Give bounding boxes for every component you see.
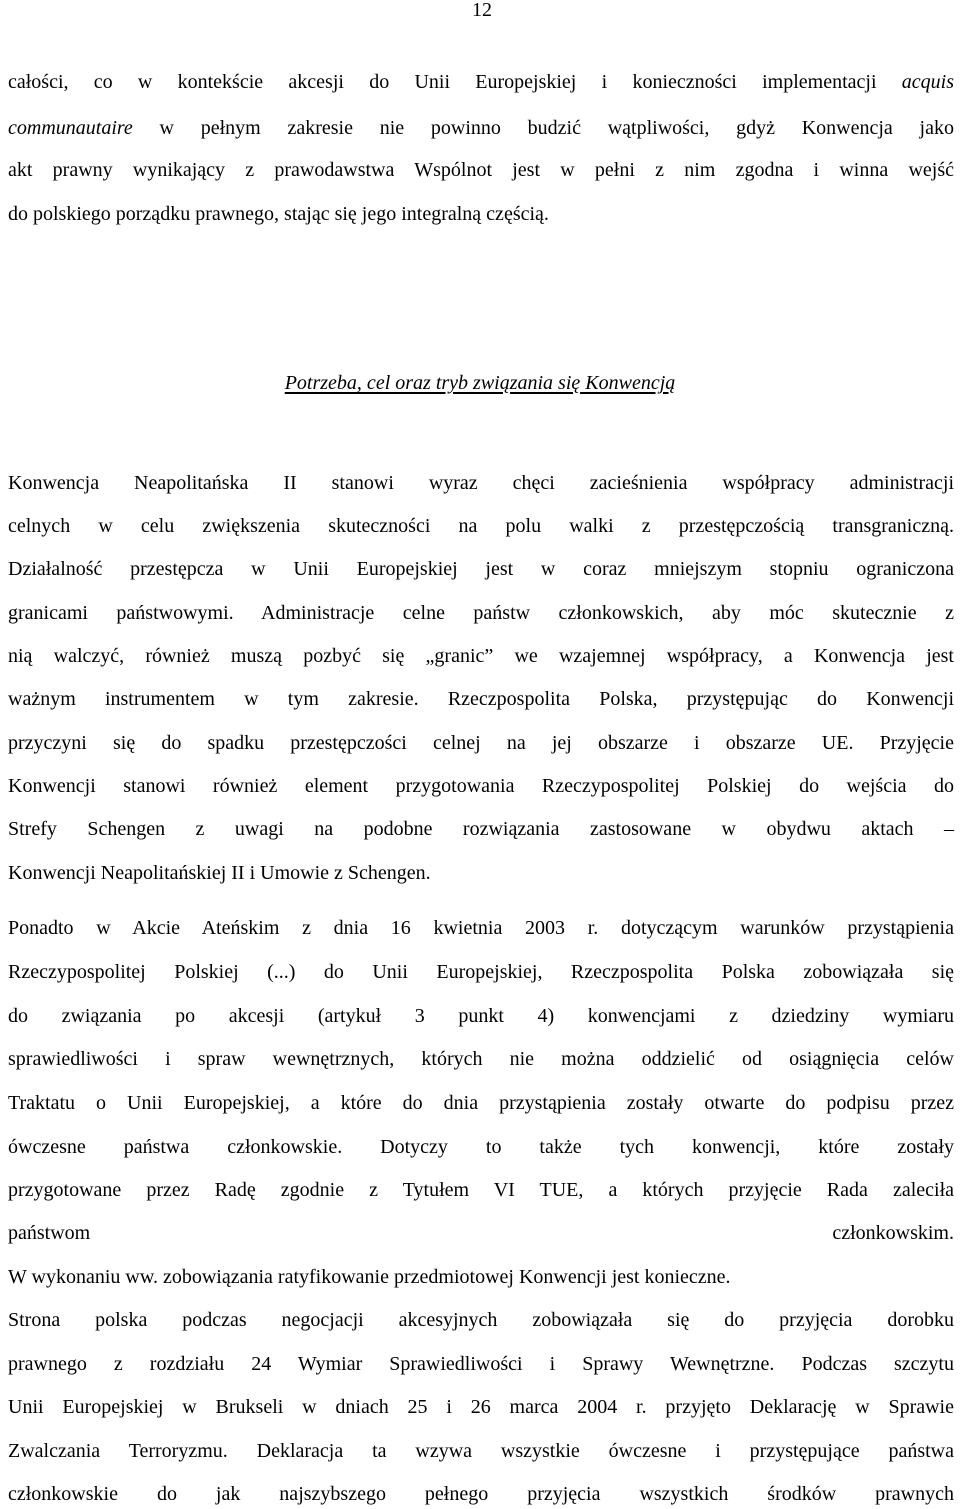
paragraph-2-line: Konwencji stanowi również element przygotowania Rzeczypospolitej Polskiej do wejścia do bbox=[8, 775, 954, 797]
paragraph-2-line: granicami państwowymi. Administracje celne państw członkowskich, aby móc skutecznie z bbox=[8, 602, 954, 624]
paragraph-3-line: prawnego z rozdziału 24 Wymiar Sprawiedliwości i Sprawy Wewnętrzne. Podczas szczytu bbox=[8, 1353, 954, 1375]
paragraph-3-line: W wykonaniu ww. zobowiązania ratyfikowanie przedmiotowej Konwencji jest konieczne. bbox=[8, 1266, 731, 1288]
paragraph-3-line: ówczesne państwa członkowskie. Dotyczy to także tych konwencji, które zostały bbox=[8, 1136, 954, 1158]
paragraph-2-line: Konwencja Neapolitańska II stanowi wyraz chęci zacieśnienia współpracy administracji bbox=[8, 472, 954, 494]
paragraph-3-line: Rzeczypospolitej Polskiej (...) do Unii Europejskiej, Rzeczpospolita Polska zobowiązała się bbox=[8, 961, 954, 983]
paragraph-3-line: Ponadto w Akcie Ateńskim z dnia 16 kwietnia 2003 r. dotyczącym warunków przystąpienia bbox=[8, 917, 954, 939]
page-number: 12 bbox=[472, 0, 492, 21]
paragraph-1-line-2 bbox=[8, 116, 954, 140]
paragraph-2-line: Konwencji Neapolitańskiej II i Umowie z Schengen. bbox=[8, 862, 431, 884]
paragraph-1-line-1 bbox=[8, 70, 954, 94]
latin-term-communautaire: communautaire bbox=[8, 117, 133, 139]
latin-term-acquis: acquis bbox=[901, 71, 954, 93]
paragraph-3-line: Strona polska podczas negocjacji akcesyjnych zobowiązała się do przyjęcia dorobku bbox=[8, 1309, 954, 1331]
paragraph-3-line: przygotowane przez Radę zgodnie z Tytułem VI TUE, a których przyjęcie Rada zaleciła bbox=[8, 1179, 954, 1201]
paragraph-2-line: celnych w celu zwiększenia skuteczności na polu walki z przestępczością transgraniczną. bbox=[8, 515, 954, 537]
paragraph-3-line: Zwalczania Terroryzmu. Deklaracja ta wzywa wszystkie ówczesne i przystępujące państwa bbox=[8, 1440, 954, 1462]
paragraph-2-line: nią walczyć, również muszą pozbyć się „granic” we wzajemnej współpracy, a Konwencja jest bbox=[8, 645, 954, 667]
paragraph-2-line: Działalność przestępcza w Unii Europejskiej jest w coraz mniejszym stopniu ograniczona bbox=[8, 558, 954, 580]
paragraph-1-line-1-text: całości, co w kontekście akcesji do Unii Europejskiej i konieczności implementacji bbox=[8, 71, 877, 93]
paragraph-3-line: Traktatu o Unii Europejskiej, a które do dnia przystąpienia zostały otwarte do podpisu przez bbox=[8, 1092, 954, 1114]
paragraph-3-line: do związania po akcesji (artykuł 3 punkt 4) konwencjami z dziedziny wymiaru bbox=[8, 1005, 954, 1027]
paragraph-3-line: państwom członkowskim. bbox=[8, 1222, 954, 1244]
paragraph-1-line-2-text: w pełnym zakresie nie powinno budzić wątpliwości, gdyż Konwencja jako bbox=[159, 117, 954, 139]
paragraph-3-line: sprawiedliwości i spraw wewnętrznych, których nie można oddzielić od osiągnięcia celów bbox=[8, 1048, 954, 1070]
paragraph-1-line-4: do polskiego porządku prawnego, stając się jego integralną częścią. bbox=[8, 203, 549, 225]
paragraph-3-line: członkowskie do jak najszybszego pełnego przyjęcia wszystkich środków prawnych bbox=[8, 1483, 954, 1505]
section-heading: Potrzeba, cel oraz tryb związania się Konwencją bbox=[284, 372, 676, 394]
paragraph-2-line: Strefy Schengen z uwagi na podobne rozwiązania zastosowane w obydwu aktach – bbox=[8, 818, 954, 840]
paragraph-3-line: Unii Europejskiej w Brukseli w dniach 25 i 26 marca 2004 r. przyjęto Deklarację w Sprawie bbox=[8, 1396, 954, 1418]
paragraph-2-line: przyczyni się do spadku przestępczości celnej na jej obszarze i obszarze UE. Przyjęcie bbox=[8, 732, 954, 754]
paragraph-1-line-3: akt prawny wynikający z prawodawstwa Wspólnot jest w pełni z nim zgodna i winna wejść bbox=[8, 159, 954, 181]
paragraph-2-line: ważnym instrumentem w tym zakresie. Rzeczpospolita Polska, przystępując do Konwencji bbox=[8, 688, 954, 710]
